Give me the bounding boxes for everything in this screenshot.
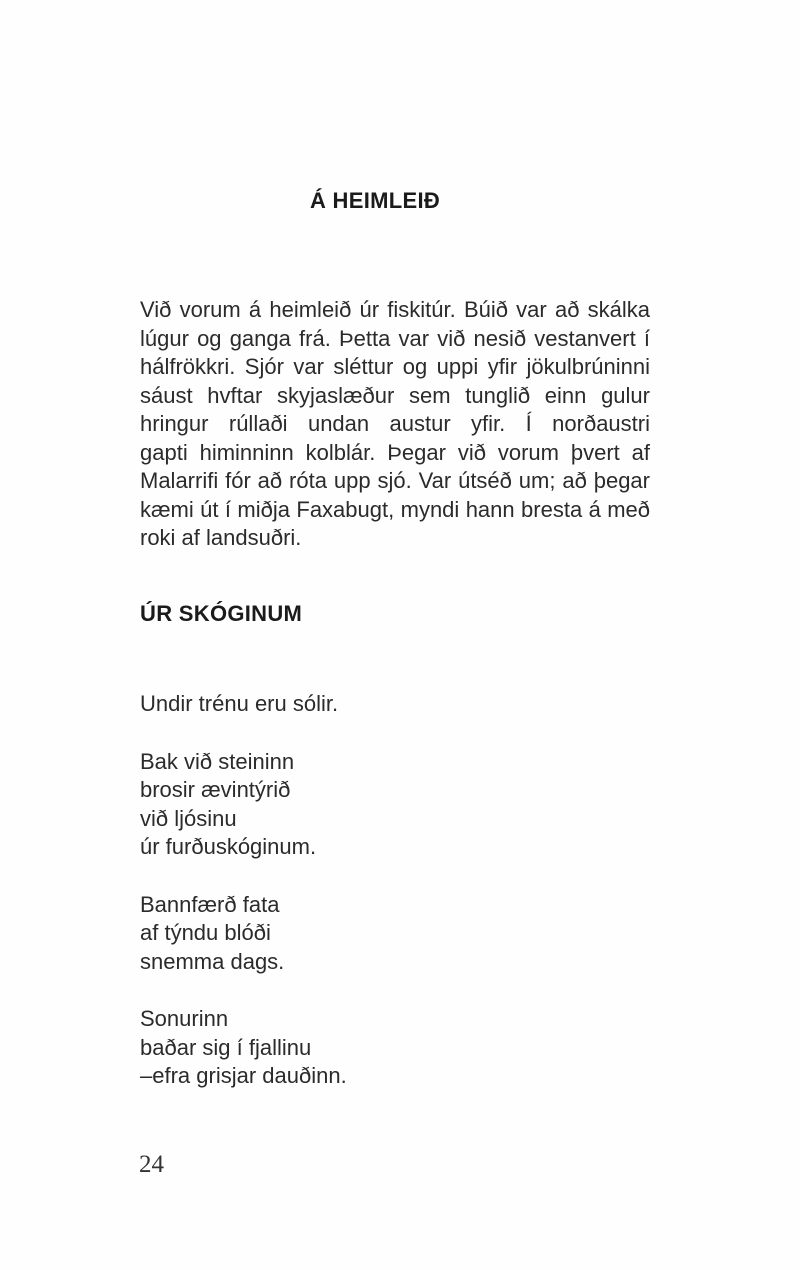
poem-stanza — [140, 1005, 660, 1091]
section-title-ur-skoginum: ÚR SKÓGINUM — [140, 601, 303, 626]
poem-body — [140, 690, 660, 1120]
prose-line: Malarrifi fór að róta upp sjó. Var útséð um; að þegar — [140, 468, 650, 493]
poem-line: við ljósinu — [140, 805, 237, 831]
prose-line: hringur rúllaði undan austur yfir. Í norðaustri — [140, 411, 650, 436]
prose-line: kæmi út í miðja Faxabugt, myndi hann bresta á með — [140, 496, 650, 522]
poem-line: úr furðuskóginum. — [140, 834, 317, 859]
section-title-a-heimleid: Á HEIMLEIÐ — [309, 188, 441, 213]
poem-line: Bak við steininn — [140, 748, 295, 774]
poem-line: –efra grisjar dauðinn. — [140, 1063, 347, 1088]
prose-line: lúgur og ganga frá. Þetta var við nesið vestanvert í — [140, 325, 650, 351]
poem-line: Sonurinn — [140, 1006, 229, 1031]
prose-paragraph — [140, 296, 650, 553]
page-number: 24 — [139, 1151, 164, 1178]
prose-line: Við vorum á heimleið úr fiskitúr. Búið var að skálka — [140, 297, 650, 322]
poem-line: Undir trénu eru sólir. — [140, 691, 339, 716]
prose-line: sáust hvftar skyjaslæður sem tunglið einn gulur — [140, 382, 650, 408]
poem-stanza — [140, 690, 660, 719]
poem-stanza — [140, 748, 660, 862]
poem-line: Bannfærð fata — [140, 891, 280, 917]
prose-line: gapti himinninn kolblár. Þegar við vorum þvert af — [140, 439, 650, 465]
prose-line: hálfrökkri. Sjór var sléttur og uppi yfir jökulbrúninni — [140, 354, 650, 379]
poem-line: baðar sig í fjallinu — [140, 1034, 312, 1060]
prose-line: roki af landsuðri. — [140, 525, 302, 550]
poem-stanza — [140, 891, 660, 977]
poem-line: snemma dags. — [140, 948, 285, 974]
poem-line: brosir ævintýrið — [140, 777, 291, 802]
poem-line: af týndu blóði — [140, 920, 271, 945]
